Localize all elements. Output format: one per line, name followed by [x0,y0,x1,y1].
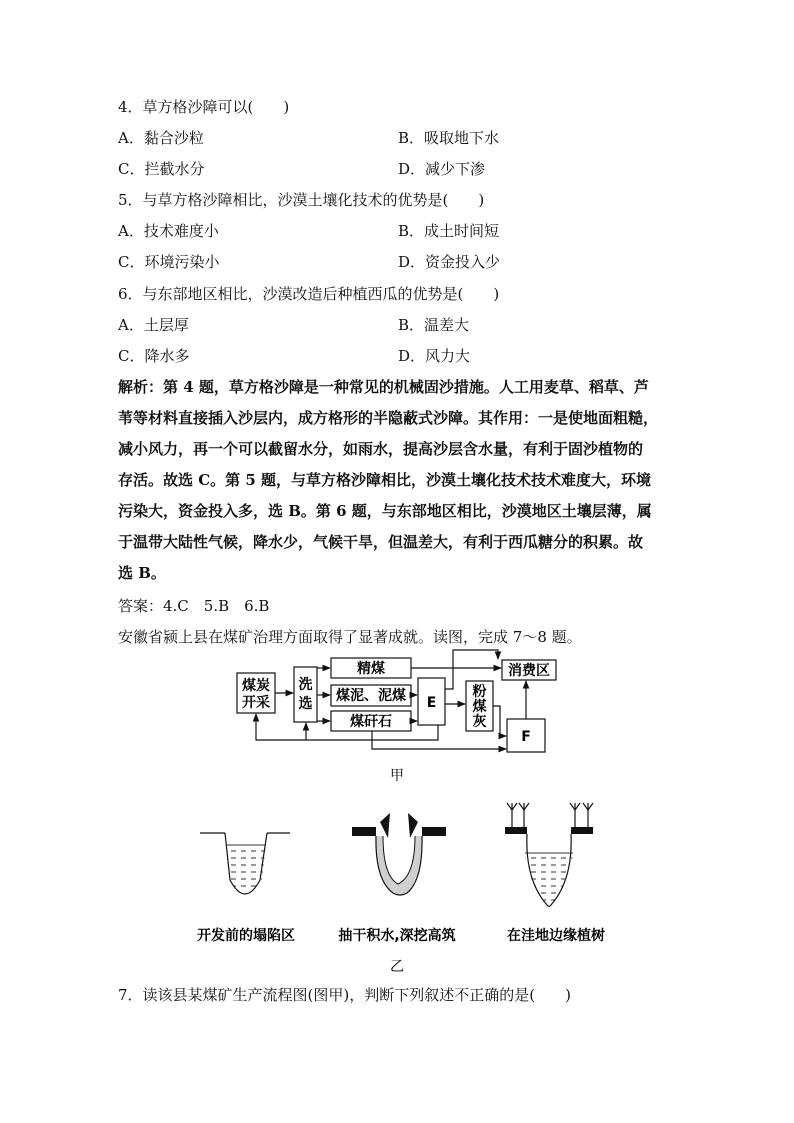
question-5-option-b: B．成土时间短 [398,222,500,240]
stage-1-caption: 开发前的塌陷区 [197,928,295,944]
e-label: E [426,695,437,711]
question-5-stem: 5．与草方格沙障相比，沙漠土壤化技术的优势是( ) [118,191,485,209]
washing-label-2: 选 [298,696,313,712]
stage-3-caption: 在洼地边缘植树 [507,928,605,944]
fine-coal-label: 精煤 [357,661,385,677]
gangue-label: 煤矸石 [350,714,392,730]
consumer-label: 消费区 [508,663,550,679]
analysis-line: 于温带大陆性气候，降水少，气候干旱，但温差大，有利于西瓜糖分的积累。故 [118,533,644,551]
fly-ash-label-2: 煤 [472,699,487,715]
tree-icon [583,803,593,827]
figure-yi-caption: 乙 [390,959,404,975]
stage-3-pit [505,803,593,907]
fly-ash-label-3: 灰 [472,714,487,730]
f-label: F [521,729,531,745]
analysis-line: 减小风力，再一个可以截留水分，如雨水，提高沙层含水量，有利于固沙植物的 [118,440,644,458]
mining-label-1: 煤炭 [242,678,270,694]
answer-line: 答案：4.C 5.B 6.B [118,597,270,615]
analysis-line: 污染大，资金投入多，选 B。第 6 题，与东部地区相比，沙漠地区土壤层薄，属 [118,502,652,520]
washing-label-1: 洗 [298,677,313,693]
question-5-option-d: D．资金投入少 [398,253,501,271]
mining-label-2: 开采 [242,695,270,711]
tree-icon [519,803,529,827]
analysis-line: 存活。故选 C。第 5 题，与草方格沙障相比，沙漠土壤化技术技术难度大，环境 [118,471,652,489]
analysis-line: 苇等材料直接插入沙层内，成方格形的半隐蔽式沙障。其作用：一是使地面粗糙， [118,409,659,427]
fly-ash-label-1: 粉 [472,684,487,700]
stage-2-caption: 抽干积水,深挖高筑 [338,928,456,944]
question-4-option-a: A．黏合沙粒 [118,129,204,147]
intro-line: 安徽省颍上县在煤矿治理方面取得了显著成就。读图，完成 7～8 题。 [118,628,582,646]
slime-label: 煤泥、泥煤 [336,688,406,704]
question-6-option-b: B．温差大 [398,316,470,334]
analysis-line: 解析：第 4 题，草方格沙障是一种常见的机械固沙措施。人工用麦草、稻草、芦 [118,378,649,396]
tree-icon [570,803,580,827]
arrow [493,706,506,736]
question-4-option-b: B．吸取地下水 [398,129,500,147]
question-5-option-c: C．环境污染小 [118,253,220,271]
question-7-stem: 7．读该县某煤矿生产流程图(图甲)，判断下列叙述不正确的是( ) [118,986,571,1004]
question-4-option-c: C．拦截水分 [118,160,205,178]
question-4-option-d: D．减少下渗 [398,160,486,178]
question-6-option-a: A．土层厚 [118,316,189,334]
subsidence-figure [197,803,605,975]
stage-2-pit [352,813,446,895]
question-6-option-d: D．风力大 [398,347,471,365]
question-6-option-c: C．降水多 [118,347,190,365]
question-6-stem: 6．与东部地区相比，沙漠改造后种植西瓜的优势是( ) [118,285,500,303]
coal-flow-chart [237,650,556,784]
question-4-stem: 4．草方格沙障可以( ) [118,98,290,116]
question-5-option-a: A．技术难度小 [118,222,219,240]
tree-icon [507,803,517,827]
analysis-line: 选 B。 [118,564,166,582]
stage-1-pit [200,833,290,894]
washing-box [294,667,317,722]
figure-jia-caption: 甲 [390,768,404,784]
